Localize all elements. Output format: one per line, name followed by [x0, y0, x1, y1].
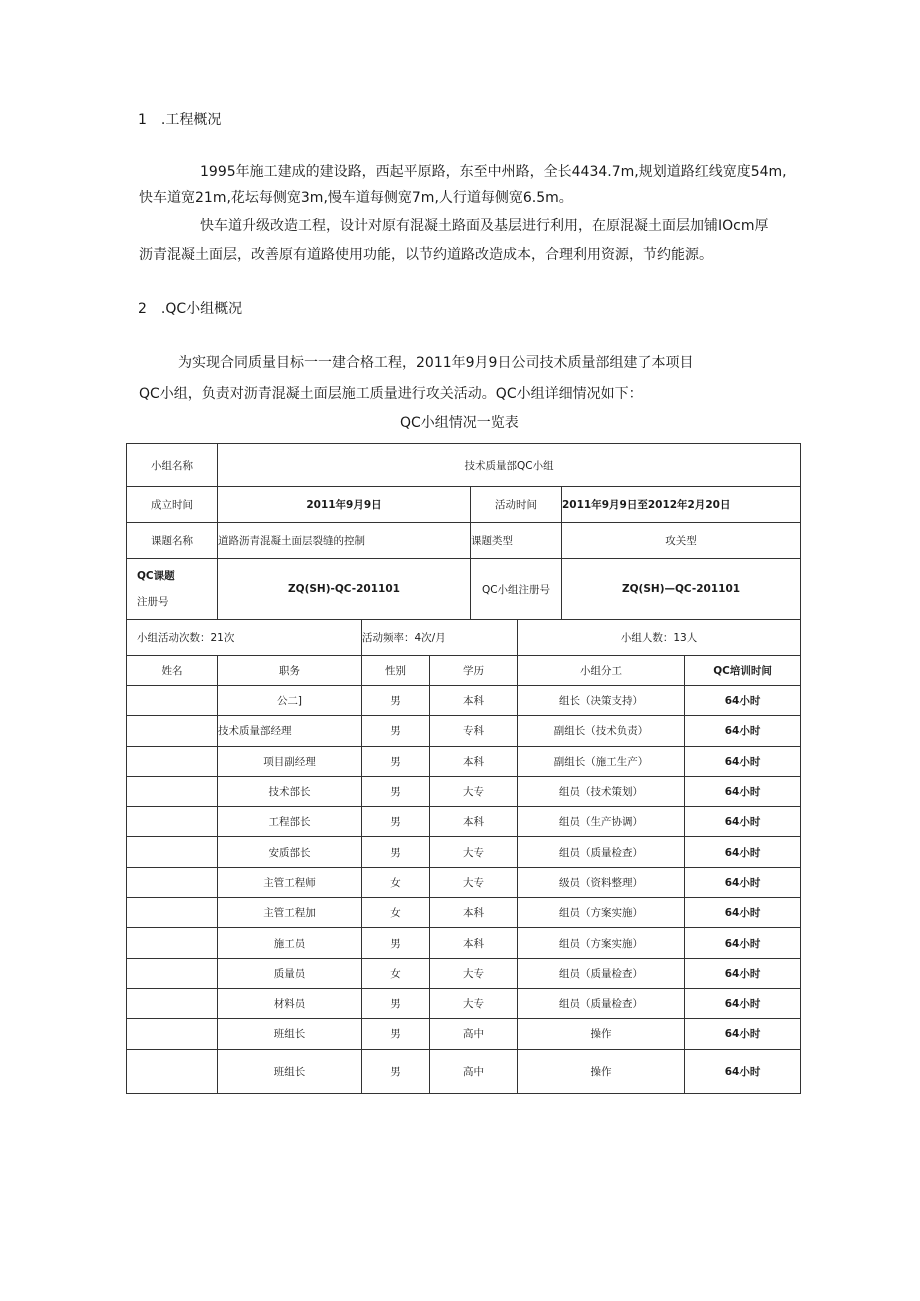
- member-name: [127, 837, 218, 867]
- table-row: [127, 1019, 801, 1049]
- col-header-name: 姓名: [127, 656, 218, 686]
- member-role: 组员（质量检查）: [518, 958, 685, 988]
- section1-para1-line2: 快车道宽21m,花坛每侧宽3m,慢车道每侧宽7m,人行道每侧宽6.5m。: [139, 190, 573, 206]
- member-education: 本科: [430, 746, 518, 776]
- member-title: 项目副经理: [218, 746, 362, 776]
- section1-para1-line1: 1995年施工建成的建设路，西起平原路，东至中州路，全长4434.7m,规划道路红线宽度54m,: [200, 164, 787, 180]
- member-role: 操作: [518, 1019, 685, 1049]
- member-title: 施工员: [218, 928, 362, 958]
- member-role: 组员（质量检查）: [518, 988, 685, 1018]
- section2-para-line2: QC小组，负责对沥青混凝土面层施工质量进行攻关活动。QC小组详细情况如下：: [139, 386, 643, 402]
- row-topic: [127, 523, 801, 559]
- activity-time-value: 2011年9月9日至2012年2月20日: [562, 487, 801, 523]
- row-column-headers: [127, 656, 801, 686]
- member-education: 大专: [430, 958, 518, 988]
- member-training: 64小时: [685, 988, 801, 1018]
- member-title: 主管工程加: [218, 898, 362, 928]
- member-training: 64小时: [685, 1019, 801, 1049]
- table-row: [127, 988, 801, 1018]
- topic-reg-label-2: 注册号: [137, 596, 169, 608]
- member-name: [127, 898, 218, 928]
- member-name: [127, 776, 218, 806]
- member-name: [127, 746, 218, 776]
- member-education: 高中: [430, 1049, 518, 1093]
- col-header-training: QC培训时间: [685, 656, 801, 686]
- col-header-gender: 性别: [362, 656, 430, 686]
- member-role: 组员（方案实施）: [518, 928, 685, 958]
- member-title: 质量员: [218, 958, 362, 988]
- member-name: [127, 988, 218, 1018]
- topic-type-value: 攻关型: [562, 523, 801, 559]
- member-education: 大专: [430, 837, 518, 867]
- member-gender: 男: [362, 928, 430, 958]
- member-title: 技术质量部经理: [218, 716, 362, 746]
- member-training: 64小时: [685, 958, 801, 988]
- member-education: 大专: [430, 867, 518, 897]
- member-title: 主管工程师: [218, 867, 362, 897]
- table-row: [127, 867, 801, 897]
- member-training: 64小时: [685, 776, 801, 806]
- member-training: 64小时: [685, 1049, 801, 1093]
- member-count: 小组人数：13人: [518, 620, 801, 656]
- member-role: 级员（资料整理）: [518, 867, 685, 897]
- member-education: 大专: [430, 988, 518, 1018]
- member-training: 64小时: [685, 716, 801, 746]
- member-gender: 男: [362, 1049, 430, 1093]
- topic-value: 道路沥青混凝土面层裂缝的控制: [218, 523, 471, 559]
- topic-reg-value: ZQ(SH)-QC-201101: [218, 559, 471, 620]
- member-training: 64小时: [685, 686, 801, 716]
- member-training: 64小时: [685, 746, 801, 776]
- section1-heading: 1 .工程概况: [138, 112, 222, 128]
- col-header-education: 学历: [430, 656, 518, 686]
- row-group-name: [127, 444, 801, 487]
- member-education: 专科: [430, 716, 518, 746]
- topic-reg-label-1: QC课题: [137, 570, 175, 582]
- member-title: 工程部长: [218, 807, 362, 837]
- member-gender: 男: [362, 776, 430, 806]
- member-education: 大专: [430, 776, 518, 806]
- activity-count: 小组活动次数：21次: [127, 620, 362, 656]
- member-name: [127, 867, 218, 897]
- table-row: [127, 716, 801, 746]
- row-founded: [127, 487, 801, 523]
- member-name: [127, 928, 218, 958]
- col-header-role: 小组分工: [518, 656, 685, 686]
- member-role: 组员（质量检查）: [518, 837, 685, 867]
- table-caption: QC小组情况一览表: [400, 415, 519, 431]
- member-title: 班组长: [218, 1019, 362, 1049]
- activity-time-label: 活动时间: [471, 487, 562, 523]
- member-role: 组员（方案实施）: [518, 898, 685, 928]
- member-gender: 男: [362, 686, 430, 716]
- section1-para2-line1: 快车道升级改造工程，设计对原有混凝土路面及基层进行利用，在原混凝土面层加铺IOcm厚: [200, 218, 769, 234]
- row-registration: [127, 559, 801, 620]
- section2-para-line1: 为实现合同质量目标一一建合格工程，2011年9月9日公司技术质量部组建了本项目: [178, 355, 694, 371]
- member-role: 操作: [518, 1049, 685, 1093]
- table-row: [127, 928, 801, 958]
- topic-reg-label: [127, 559, 218, 620]
- member-gender: 女: [362, 867, 430, 897]
- member-title: 安质部长: [218, 837, 362, 867]
- member-training: 64小时: [685, 867, 801, 897]
- member-rows: [127, 686, 801, 1094]
- member-gender: 女: [362, 958, 430, 988]
- founded-value: 2011年9月9日: [218, 487, 471, 523]
- member-education: 本科: [430, 928, 518, 958]
- member-name: [127, 1019, 218, 1049]
- member-name: [127, 807, 218, 837]
- member-name: [127, 716, 218, 746]
- member-gender: 女: [362, 898, 430, 928]
- topic-label: 课题名称: [127, 523, 218, 559]
- qc-group-table: [126, 443, 801, 1094]
- member-gender: 男: [362, 716, 430, 746]
- member-gender: 男: [362, 807, 430, 837]
- member-education: 本科: [430, 898, 518, 928]
- member-training: 64小时: [685, 928, 801, 958]
- member-name: [127, 686, 218, 716]
- table-row: [127, 898, 801, 928]
- table-row: [127, 958, 801, 988]
- member-title: 班组长: [218, 1049, 362, 1093]
- row-activity-stats: [127, 620, 801, 656]
- member-education: 高中: [430, 1019, 518, 1049]
- member-role: 组员（生产协调）: [518, 807, 685, 837]
- member-gender: 男: [362, 1019, 430, 1049]
- member-training: 64小时: [685, 807, 801, 837]
- member-training: 64小时: [685, 898, 801, 928]
- table-row: [127, 1049, 801, 1093]
- member-title: 公二]: [218, 686, 362, 716]
- table-row: [127, 837, 801, 867]
- group-reg-label: QC小组注册号: [471, 559, 562, 620]
- group-reg-value: ZQ(SH)—QC-201101: [562, 559, 801, 620]
- member-name: [127, 1049, 218, 1093]
- table-row: [127, 686, 801, 716]
- member-gender: 男: [362, 837, 430, 867]
- member-role: 组员（技术策划）: [518, 776, 685, 806]
- member-role: 副组长（施工生产）: [518, 746, 685, 776]
- member-gender: 男: [362, 988, 430, 1018]
- member-gender: 男: [362, 746, 430, 776]
- member-name: [127, 958, 218, 988]
- section2-heading: 2 .QC小组概况: [138, 301, 243, 317]
- member-training: 64小时: [685, 837, 801, 867]
- table-row: [127, 807, 801, 837]
- member-education: 本科: [430, 807, 518, 837]
- section1-para2-line2: 沥青混凝土面层，改善原有道路使用功能，以节约道路改造成本，合理利用资源，节约能源。: [139, 247, 713, 263]
- member-title: 材料员: [218, 988, 362, 1018]
- activity-frequency: 活动频率：4次/月: [362, 620, 518, 656]
- founded-label: 成立时间: [127, 487, 218, 523]
- member-title: 技术部长: [218, 776, 362, 806]
- group-name-label: 小组名称: [127, 444, 218, 487]
- table-row: [127, 776, 801, 806]
- member-education: 本科: [430, 686, 518, 716]
- topic-type-label: 课题类型: [471, 523, 562, 559]
- member-role: 组长（决策支持）: [518, 686, 685, 716]
- group-name-value: 技术质量部QC小组: [218, 444, 801, 487]
- col-header-title: 职务: [218, 656, 362, 686]
- table-row: [127, 746, 801, 776]
- member-role: 副组长（技术负责）: [518, 716, 685, 746]
